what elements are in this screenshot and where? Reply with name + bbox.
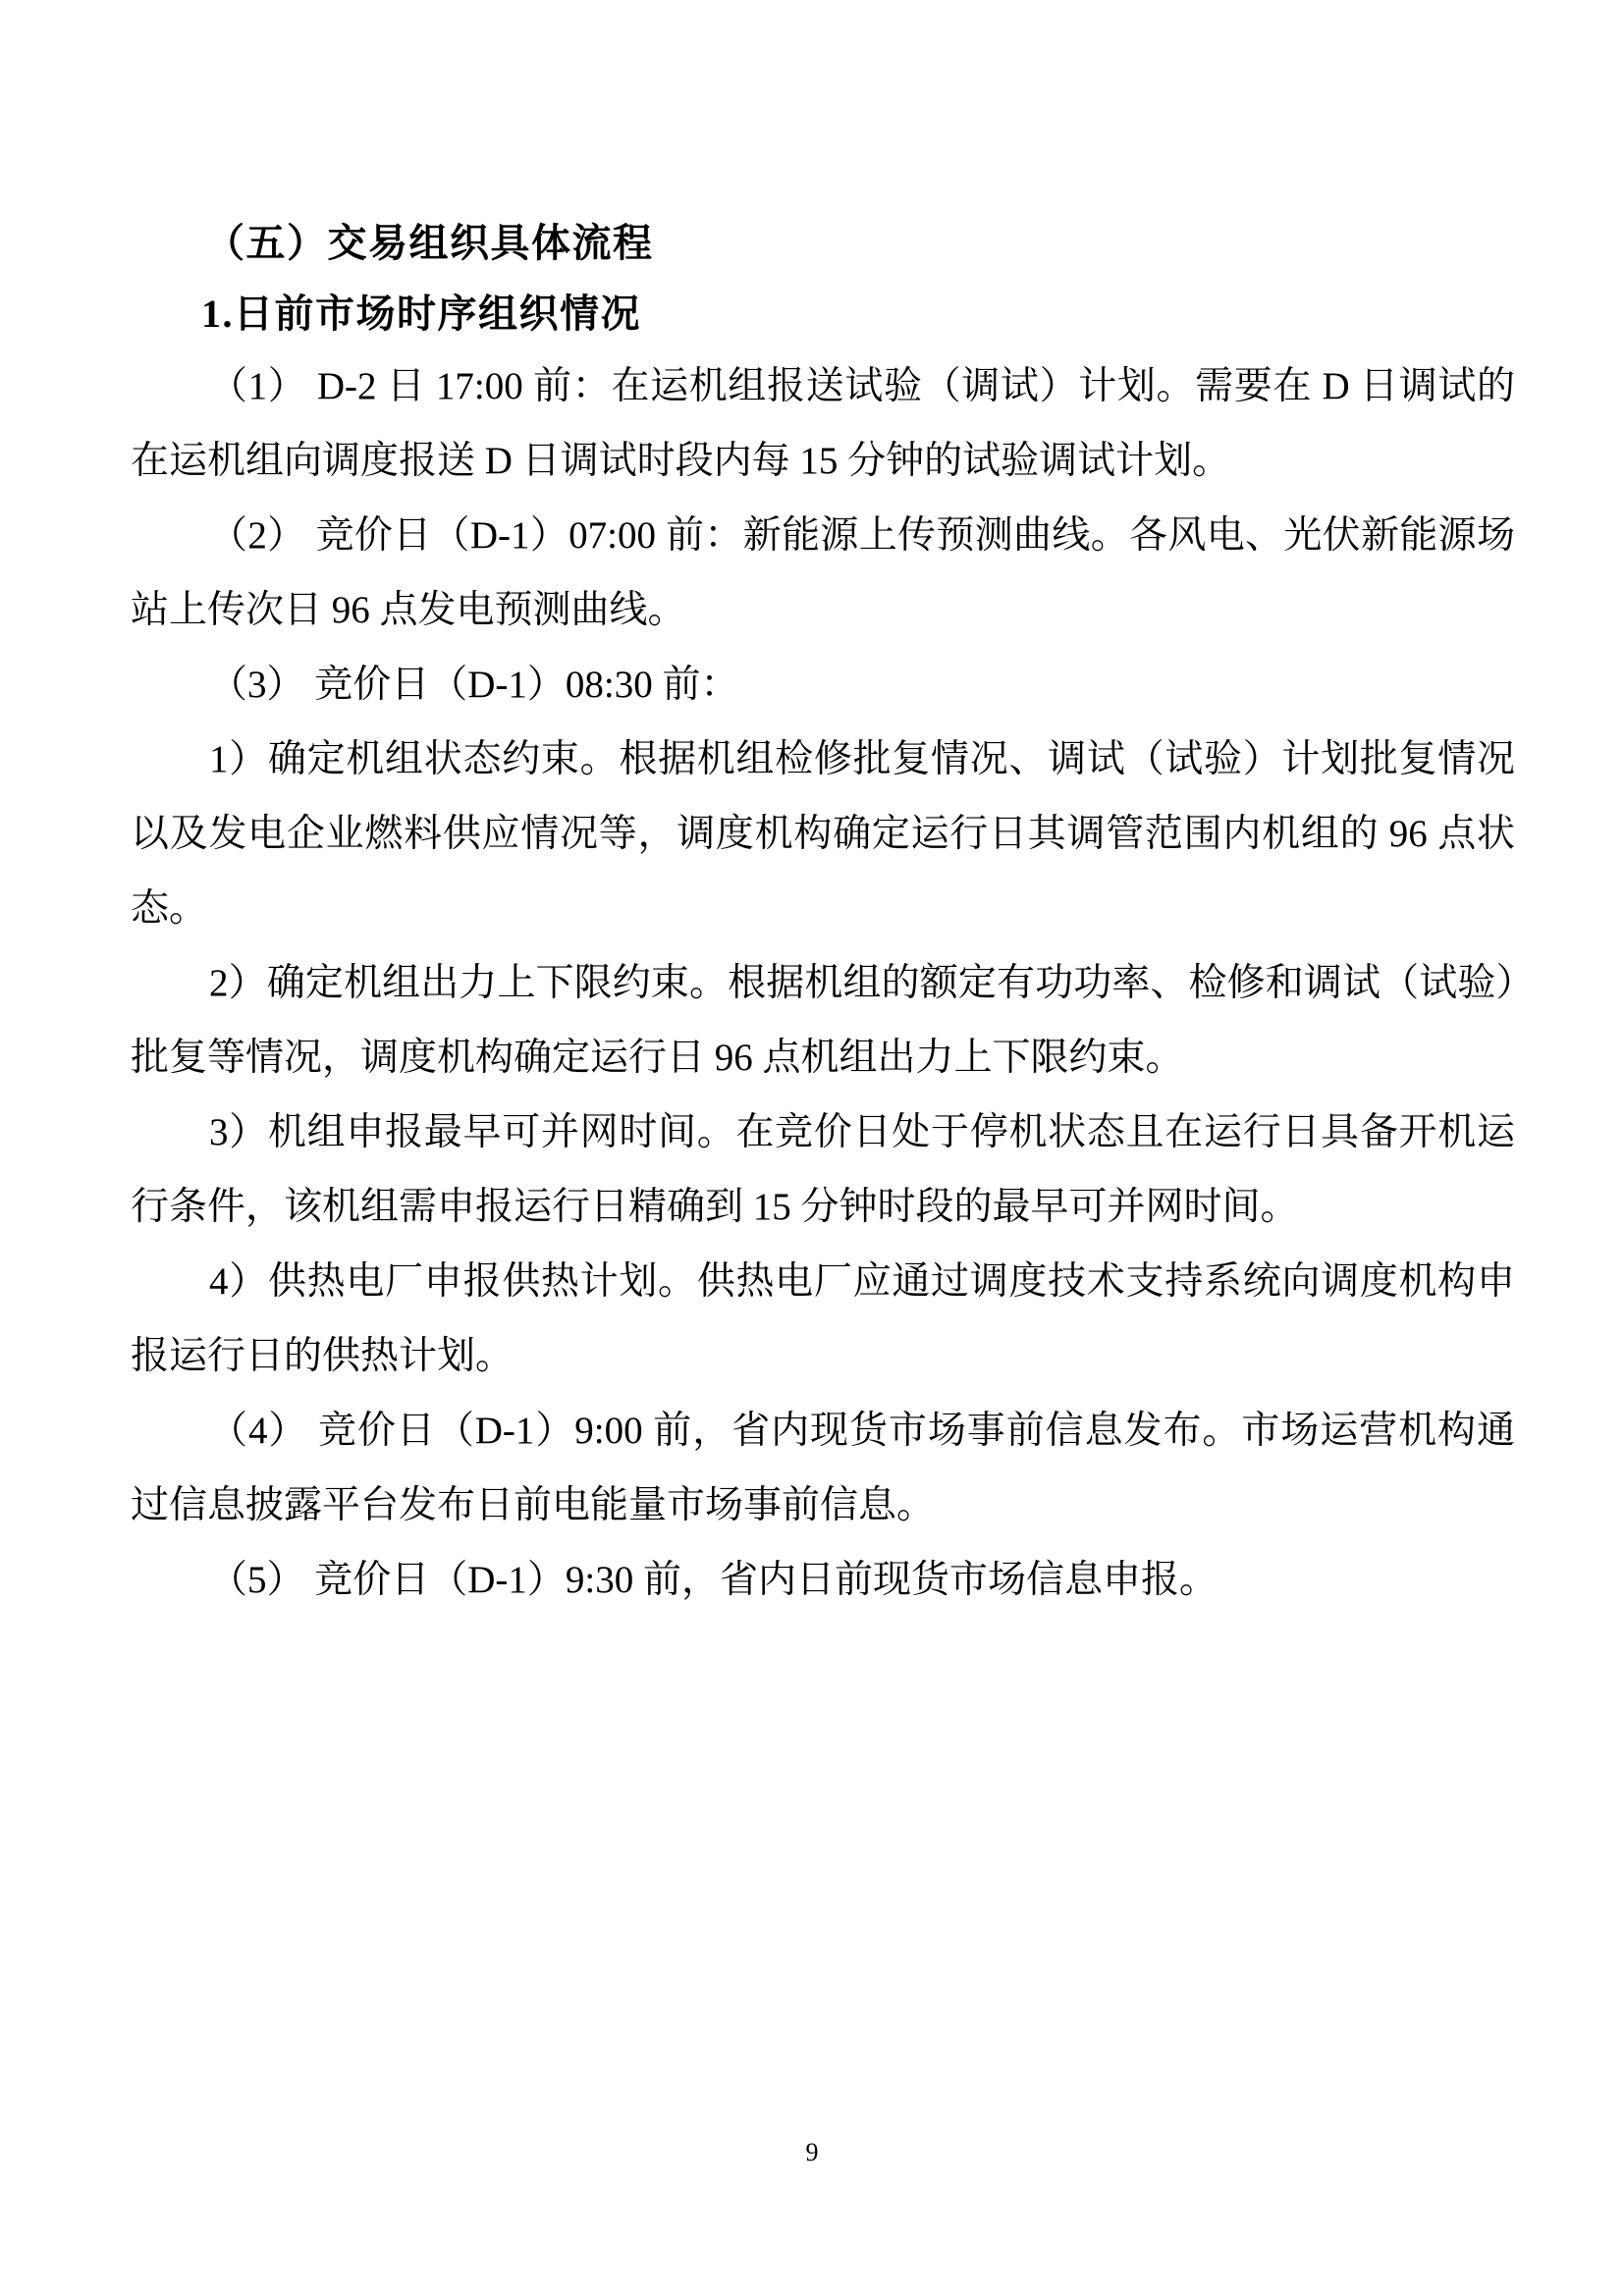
- paragraph-item-1: （1） D-2 日 17:00 前：在运机组报送试验（调试）计划。需要在 D 日调试的在运机组向调度报送 D 日调试时段内每 15 分钟的试验调试计划。: [131, 365, 1515, 482]
- subsection-heading: 1.日前市场时序组织情况: [201, 292, 641, 336]
- section-heading: （五）交易组织具体流程: [205, 221, 654, 265]
- paragraph-item-2: （2） 竞价日（D-1）07:00 前：新能源上传预测曲线。各风电、光伏新能源场站上传次日 96 点发电预测曲线。: [131, 514, 1515, 631]
- paragraph-item-3-4: 4）供热电厂申报供热计划。供热电厂应通过调度技术支持系统向调度机构申报运行日的供热计划。: [131, 1260, 1515, 1377]
- paragraph-item-3: （3） 竞价日（D-1）08:30 前：: [209, 664, 739, 706]
- paragraph-item-5: （5） 竞价日（D-1）9:30 前，省内日前现货市场信息申报。: [209, 1559, 1218, 1601]
- page-content: [131, 208, 1515, 1618]
- paragraph-item-3-1: 1）确定机组状态约束。根据机组检修批复情况、调试（试验）计划批复情况以及发电企业燃料供应情况等，调度机构确定运行日其调管范围内机组的 96 点状态。: [131, 738, 1515, 930]
- paragraph-item-3-2: 2）确定机组出力上下限约束。根据机组的额定有功功率、检修和调试（试验）批复等情况，调度机构确定运行日 96 点机组出力上下限约束。: [131, 962, 1515, 1079]
- paragraph-item-3-3: 3）机组申报最早可并网时间。在竞价日处于停机状态且在运行日具备开机运行条件，该机组需申报运行日精确到 15 分钟时段的最早可并网时间。: [131, 1111, 1515, 1228]
- page-number: 9: [805, 2138, 819, 2166]
- paragraph-item-4: （4） 竞价日（D-1）9:00 前，省内现货市场事前信息发布。市场运营机构通过信息披露平台发布日前电能量市场事前信息。: [131, 1410, 1515, 1526]
